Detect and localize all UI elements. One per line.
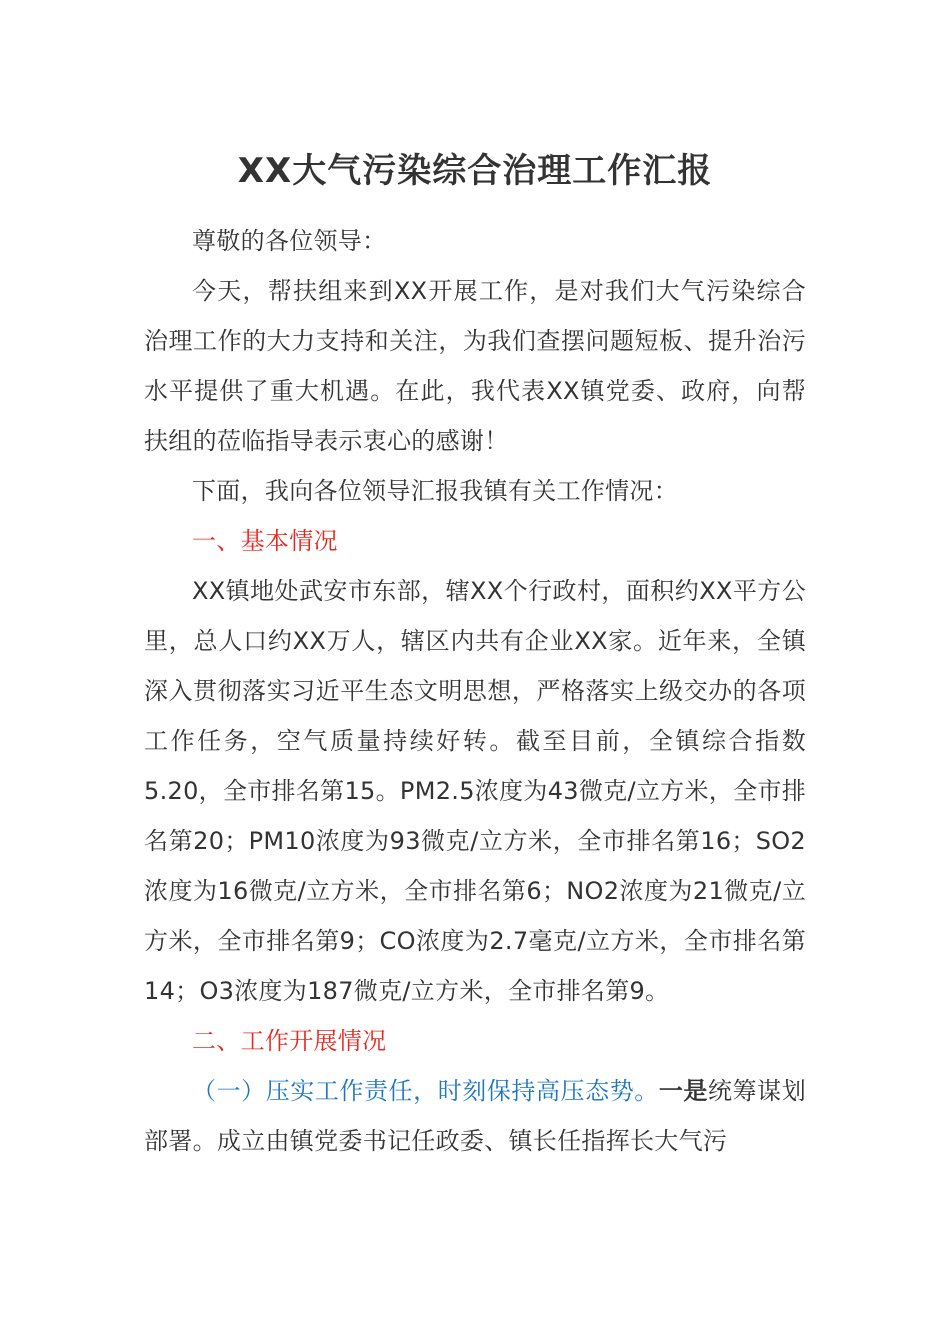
intro-paragraph: 今天，帮扶组来到XX开展工作，是对我们大气污染综合治理工作的大力支持和关注，为我们查摆问题短板、提升治污水平提供了重大机遇。在此，我代表XX镇党委、政府，向帮扶组的莅临指导表示衷心的感谢！ xyxy=(144,277,806,455)
transition-paragraph: 下面，我向各位领导汇报我镇有关工作情况： xyxy=(192,477,678,505)
salutation-paragraph: 尊敬的各位领导： xyxy=(192,227,387,255)
basic-situation-paragraph: XX镇地处武安市东部，辖XX个行政村，面积约XX平方公里，总人口约XX万人，辖区内共有企业XX家。近年来，全镇深入贯彻落实习近平生态文明思想，严格落实上级交办的各项工作任务，空气质量持续好转。截至目前，全镇综合指数5.20，全市排名第15。PM2.5浓度为43微克/立方米，全市排名第20；PM10浓度为93微克/立方米，全市排名第16；SO2浓度为16微克/立方米，全市排名第6；NO2浓度为21微克/立方米，全市排名第9；CO浓度为2.7毫克/立方米，全市排名第14；O3浓度为187微克/立方米，全市排名第9。 xyxy=(144,577,806,1005)
subsection-heading-responsibility: （一）压实工作责任，时刻保持高压态势。 xyxy=(192,1077,659,1105)
document-title: XX大气污染综合治理工作汇报 xyxy=(237,151,713,191)
first-point-text: 统筹谋划部署。成立由镇党委书记任政委、镇长任指挥长大气污 xyxy=(144,1077,806,1155)
document-body xyxy=(144,216,806,1166)
work-responsibility-paragraph xyxy=(144,1066,806,1166)
first-point-label: 一是 xyxy=(658,1077,708,1105)
section-heading-work-progress: 二、工作开展情况 xyxy=(192,1027,387,1055)
section-heading-basic-situation: 一、基本情况 xyxy=(192,527,338,555)
